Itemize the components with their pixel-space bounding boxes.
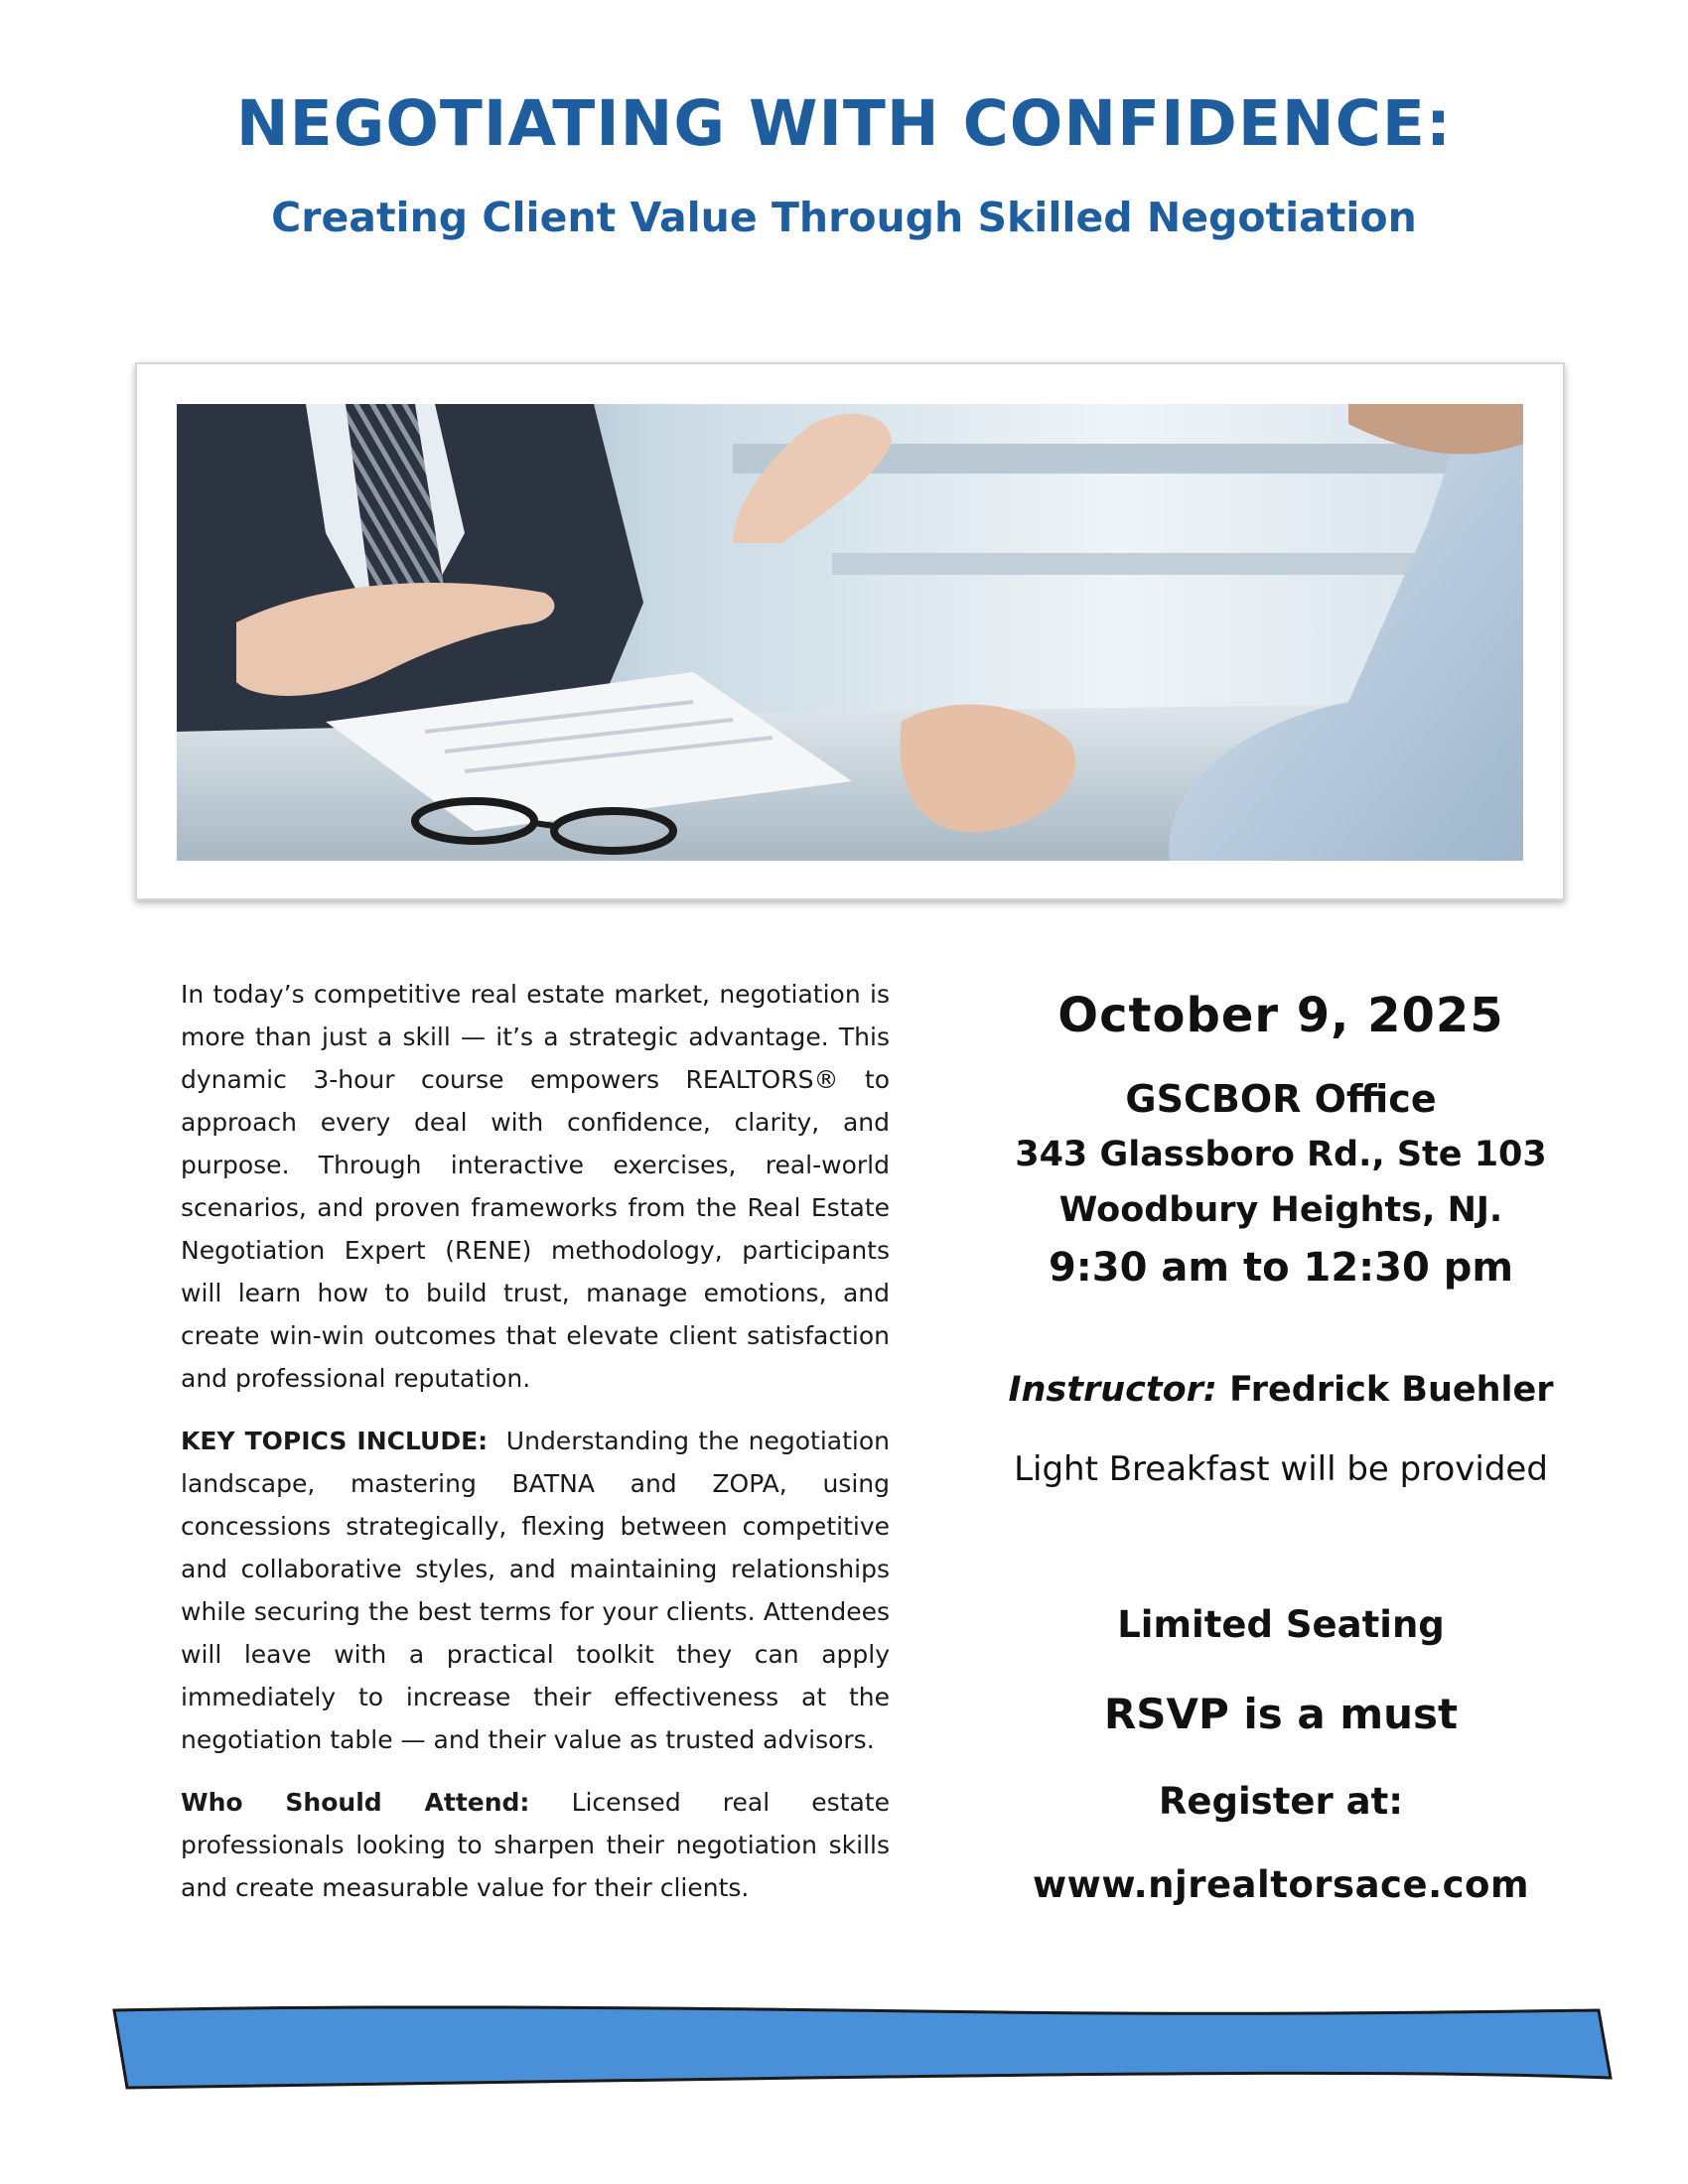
instructor-name: Fredrick Buehler [1229, 1370, 1554, 1410]
flyer-title: NEGOTIATING WITH CONFIDENCE: [235, 87, 1453, 160]
breakfast-note: Light Breakfast will be provided [1014, 1449, 1548, 1489]
event-address-line2: Woodbury Heights, NJ. [1058, 1190, 1503, 1230]
attend-text: Licensed real estate professionals looking to sharpen their negotiation skills and create measurable value for their clients. [181, 1788, 890, 1902]
event-address-line1: 343 Glassboro Rd., Ste 103 [1015, 1135, 1547, 1174]
footer-banner [109, 2000, 1618, 2100]
negotiation-meeting-photo [177, 404, 1523, 861]
attend-paragraph [181, 1781, 890, 1909]
event-date: October 9, 2025 [1057, 988, 1504, 1043]
register-link[interactable]: www.njrealtorsace.com [1032, 1863, 1530, 1906]
topics-paragraph [181, 1420, 890, 1761]
register-label: Register at: [1158, 1780, 1404, 1823]
attend-label: Who Should Attend: [181, 1788, 530, 1817]
event-time: 9:30 am to 12:30 pm [1048, 1245, 1514, 1291]
topics-text: Understanding the negotiation landscape, mastering BATNA and ZOPA, using concessions strategically, flexing between competitive and collaborative styles, and maintaining relationships while securing the best terms for your clients. Attendees will leave with a practical toolkit they can apply immediately to increase their effectiveness at the negotiation table — and their value as trusted advisors. [181, 1427, 890, 1754]
instructor-label: Instructor: [1008, 1370, 1217, 1410]
event-office: GSCBOR Office [1125, 1077, 1437, 1121]
photo-frame [135, 362, 1565, 900]
flyer-subtitle: Creating Client Value Through Skilled Negotiation [271, 194, 1417, 241]
intro-paragraph: In today’s competitive real estate market, negotiation is more than just a skill — it’s a strategic advantage. This dynamic 3-hour course empowers REALTORS® to approach every deal with confidence, clarity, and purpose. Through interactive exercises, real-world scenarios, and proven frameworks from the Real Estate Negotiation Expert (RENE) methodology, participants will learn how to build trust, manage emotions, and create win-win outcomes that elevate client satisfaction and professional reputation. [181, 980, 890, 1393]
topics-label: KEY TOPICS INCLUDE: [181, 1427, 489, 1455]
event-instructor [993, 1370, 1569, 1410]
limited-seating: Limited Seating [1117, 1603, 1445, 1646]
rsvp-note: RSVP is a must [1103, 1690, 1459, 1738]
description-column [181, 973, 890, 1929]
